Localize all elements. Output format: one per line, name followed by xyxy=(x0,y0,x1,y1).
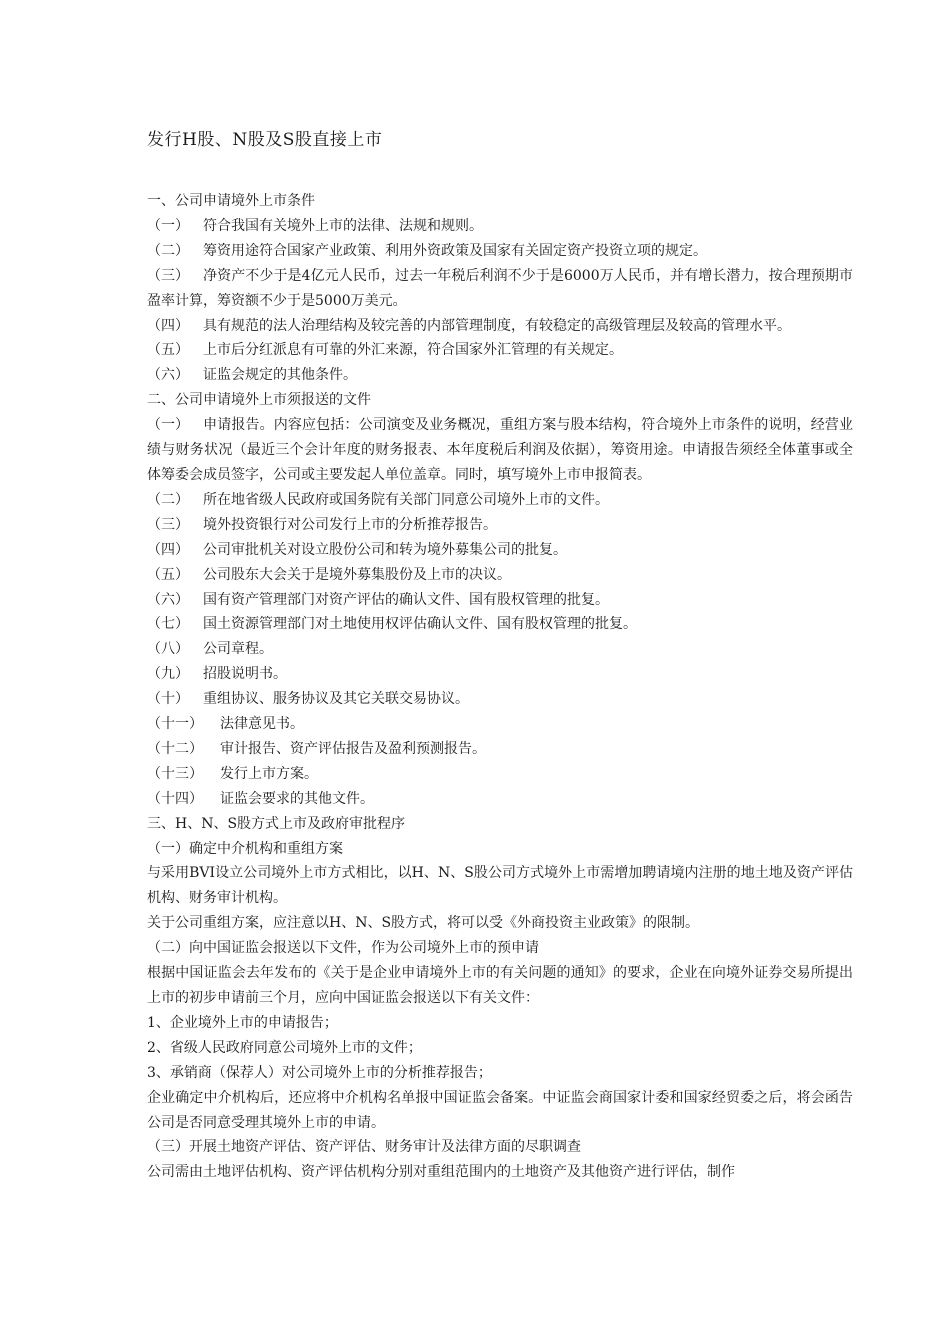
list-item xyxy=(147,314,853,339)
document-body xyxy=(147,189,853,1185)
item-text: 重组协议、服务协议及其它关联交易协议。 xyxy=(203,691,469,708)
list-item xyxy=(147,239,853,264)
section-heading: 二、公司申请境外上市须报送的文件 xyxy=(147,392,371,409)
document-title: 发行H股、N股及S股直接上市 xyxy=(147,130,383,150)
item-number: （五） xyxy=(147,342,189,359)
list-item xyxy=(147,363,853,388)
item-text: 符合我国有关境外上市的法律、法规和规则。 xyxy=(203,217,483,234)
item-number: （一） xyxy=(147,217,189,234)
section-heading: 三、H、N、S股方式上市及政府审批程序 xyxy=(147,815,406,832)
list-item xyxy=(147,712,853,737)
list-item xyxy=(147,588,853,613)
list-item xyxy=(147,264,853,314)
sub-heading: （一）确定中介机构和重组方案 xyxy=(147,840,343,857)
list-item xyxy=(147,612,853,637)
item-number: （四） xyxy=(147,541,189,558)
paragraph: 公司需由土地评估机构、资产评估机构分别对重组范围内的土地资产及其他资产进行评估，制作 xyxy=(147,1164,735,1181)
item-number: （十四） xyxy=(147,790,203,807)
item-number: （七） xyxy=(147,616,189,633)
list-item xyxy=(147,737,853,762)
item-number: （三） xyxy=(147,516,189,533)
item-text: 证监会要求的其他文件。 xyxy=(220,790,374,807)
item-text: 公司审批机关对设立股份公司和转为境外募集公司的批复。 xyxy=(203,541,567,558)
sub-heading: （二）向中国证监会报送以下文件，作为公司境外上市的预申请 xyxy=(147,940,539,957)
list-item: 2、省级人民政府同意公司境外上市的文件； xyxy=(147,1039,422,1056)
list-item xyxy=(147,662,853,687)
item-text: 申请报告。内容应包括：公司演变及业务概况，重组方案与股本结构，符合境外上市条件的说明，经营业绩与财务状况（最近三个会计年度的财务报表、本年度税后利润及依据），筹资用途。申请报告须经全体董事或全体筹委会成员签字，公司或主要发起人单位盖章。同时，填写境外上市申报简表。 xyxy=(147,417,853,483)
item-number: （九） xyxy=(147,666,189,683)
item-text: 净资产不少于是4亿元人民币，过去一年税后利润不少于是6000万人民币，并有增长潜力，按合理预期市盈率计算，筹资额不少于是5000万美元。 xyxy=(147,267,853,309)
list-item xyxy=(147,338,853,363)
paragraph: 与采用BVI设立公司境外上市方式相比，以H、N、S股公司方式境外上市需增加聘请境内注册的地土地及资产评估机构、财务审计机构。 xyxy=(147,865,853,907)
sub-heading: （三）开展土地资产评估、资产评估、财务审计及法律方面的尽职调查 xyxy=(147,1139,581,1156)
item-text: 证监会规定的其他条件。 xyxy=(203,367,357,384)
item-text: 法律意见书。 xyxy=(220,716,304,733)
item-text: 招股说明书。 xyxy=(203,666,287,683)
item-text: 国有资产管理部门对资产评估的确认文件、国有股权管理的批复。 xyxy=(203,591,609,608)
item-number: （三） xyxy=(147,267,189,284)
item-text: 审计报告、资产评估报告及盈利预测报告。 xyxy=(220,740,486,757)
item-number: （六） xyxy=(147,591,189,608)
item-number: （六） xyxy=(147,367,189,384)
item-number: （八） xyxy=(147,641,189,658)
list-item xyxy=(147,488,853,513)
list-item xyxy=(147,513,853,538)
item-text: 上市后分红派息有可靠的外汇来源，符合国家外汇管理的有关规定。 xyxy=(203,342,623,359)
paragraph: 关于公司重组方案，应注意以H、N、S股方式，将可以受《外商投资主业政策》的限制。 xyxy=(147,915,700,932)
paragraph: 根据中国证监会去年发布的《关于是企业申请境外上市的有关问题的通知》的要求，企业在向境外证券交易所提出上市的初步申请前三个月，应向中国证监会报送以下有关文件： xyxy=(147,965,853,1006)
item-text: 筹资用途符合国家产业政策、利用外资政策及国家有关固定资产投资立项的规定。 xyxy=(203,242,707,259)
list-item: 1、企业境外上市的申请报告； xyxy=(147,1014,338,1031)
item-number: （五） xyxy=(147,566,189,583)
item-number: （四） xyxy=(147,317,189,334)
list-item xyxy=(147,563,853,588)
item-text: 公司章程。 xyxy=(203,641,273,658)
item-text: 发行上市方案。 xyxy=(220,765,318,782)
item-number: （一） xyxy=(147,417,189,434)
item-number: （十三） xyxy=(147,765,203,782)
list-item xyxy=(147,538,853,563)
item-text: 所在地省级人民政府或国务院有关部门同意公司境外上市的文件。 xyxy=(203,491,609,508)
item-number: （十） xyxy=(147,691,189,708)
item-text: 具有规范的法人治理结构及较完善的内部管理制度，有较稳定的高级管理层及较高的管理水平。 xyxy=(203,317,791,334)
list-item xyxy=(147,687,853,712)
item-text: 国土资源管理部门对土地使用权评估确认文件、国有股权管理的批复。 xyxy=(203,616,637,633)
list-item: 3、承销商（保荐人）对公司境外上市的分析推荐报告； xyxy=(147,1064,492,1081)
paragraph: 企业确定中介机构后，还应将中介机构名单报中国证监会备案。中证监会商国家计委和国家经贸委之后，将会函告公司是否同意受理其境外上市的申请。 xyxy=(147,1089,853,1131)
item-number: （十一） xyxy=(147,716,203,733)
item-number: （二） xyxy=(147,242,189,259)
item-number: （十二） xyxy=(147,740,203,757)
list-item xyxy=(147,787,853,812)
list-item xyxy=(147,762,853,787)
section-heading: 一、公司申请境外上市条件 xyxy=(147,193,315,209)
list-item xyxy=(147,413,853,488)
item-text: 公司股东大会关于是境外募集股份及上市的决议。 xyxy=(203,566,511,583)
list-item xyxy=(147,214,853,239)
list-item xyxy=(147,637,853,662)
item-text: 境外投资银行对公司发行上市的分析推荐报告。 xyxy=(203,516,497,533)
item-number: （二） xyxy=(147,491,189,508)
